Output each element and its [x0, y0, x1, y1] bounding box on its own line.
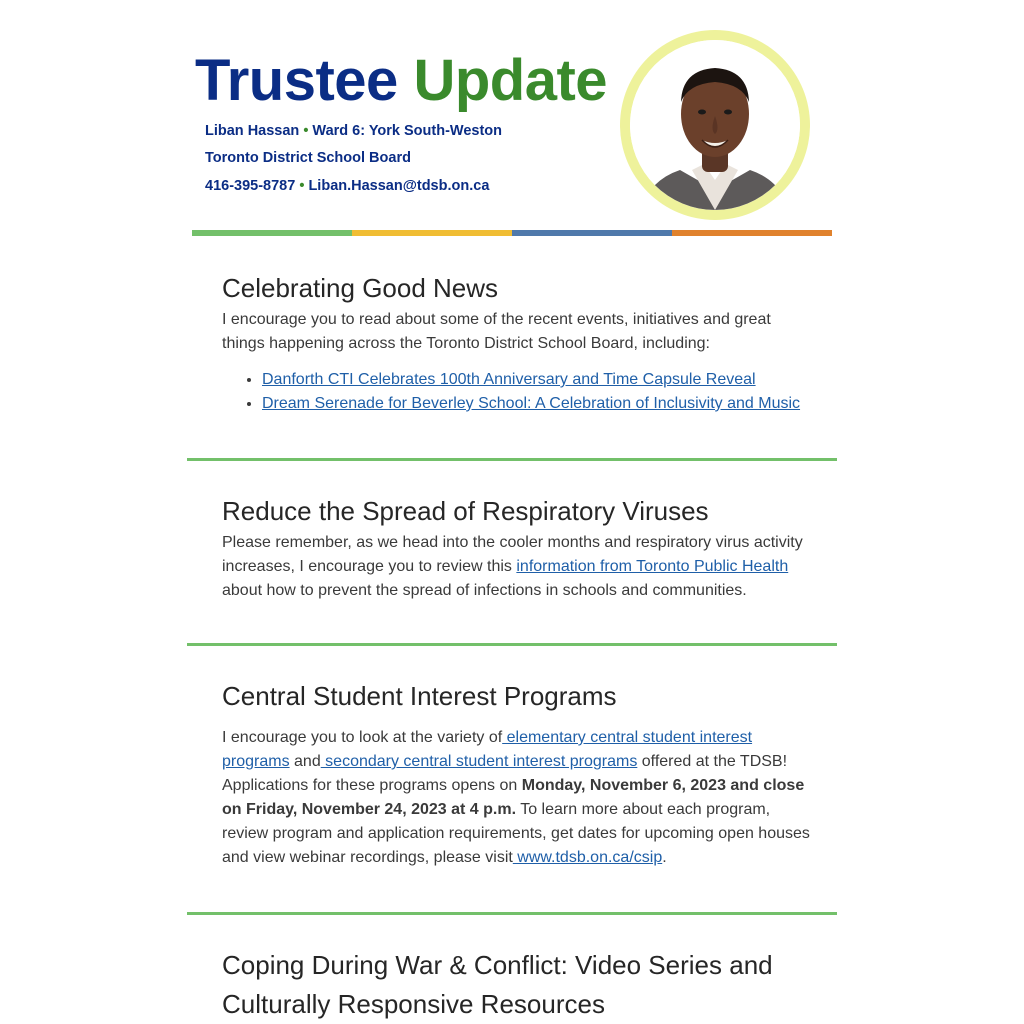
section-respiratory-viruses — [222, 494, 812, 603]
trustee-name-line — [205, 123, 502, 139]
header-color-bar — [192, 230, 832, 236]
section-divider — [187, 458, 837, 461]
news-link-dream-serenade[interactable]: Dream Serenade for Beverley School: A Celebration of Inclusivity and Music — [262, 395, 801, 412]
board-line: Toronto District School Board — [205, 150, 411, 166]
section-heading: Coping During War & Conflict: Video Series and Culturally Responsive Resources — [222, 950, 773, 1019]
phone-number: 416-395-8787 — [205, 178, 296, 194]
body-text: and — [289, 753, 321, 770]
body-text: offered at the TDSB! Applications for these programs opens on — [222, 753, 788, 794]
secondary-programs-link[interactable]: secondary central student interest programs — [320, 753, 638, 770]
toronto-public-health-link[interactable]: information from Toronto Public Health — [516, 558, 789, 575]
color-bar-orange — [672, 230, 832, 236]
section-heading: Central Student Interest Programs — [222, 681, 617, 711]
section-body — [222, 531, 812, 603]
portrait-frame — [620, 30, 810, 220]
section-heading: Celebrating Good News — [222, 273, 499, 303]
section-intro: I encourage you to read about some of the recent events, initiatives and great things happening across the Toronto District School Board, including: — [222, 311, 771, 352]
trustee-portrait — [630, 40, 800, 210]
body-text: I encourage you to look at the variety of — [222, 729, 503, 746]
section-heading: Reduce the Spread of Respiratory Viruses — [222, 496, 709, 526]
news-link-list — [222, 368, 812, 416]
color-bar-green — [192, 230, 352, 236]
section-divider — [187, 643, 837, 646]
separator-dot: • — [303, 123, 309, 139]
csip-link[interactable]: www.tdsb.on.ca/csip — [512, 849, 663, 866]
portrait-illustration — [630, 40, 800, 210]
body-text: . — [662, 849, 667, 866]
list-item — [262, 368, 812, 392]
title-update: Update — [413, 48, 608, 113]
title-trustee: Trustee — [195, 48, 398, 113]
elementary-programs-link[interactable]: elementary central student interest programs — [222, 729, 753, 770]
body-text: To learn more about each program, review program and application requirements, get dates for upcoming open houses and view webinar recordings, please visit — [222, 801, 810, 866]
section-body — [222, 726, 812, 870]
application-dates: Monday, November 6, 2023 and close on Friday, November 24, 2023 at 4 p.m. — [222, 777, 805, 818]
section-good-news — [222, 271, 812, 416]
section-divider — [187, 912, 837, 915]
section-central-programs — [222, 679, 812, 870]
contact-line — [205, 178, 489, 194]
color-bar-yellow — [352, 230, 512, 236]
email-address: Liban.Hassan@tdsb.on.ca — [308, 178, 490, 194]
body-text: about how to prevent the spread of infections in schools and communities. — [222, 582, 747, 599]
section-coping — [222, 946, 802, 1024]
color-bar-blue — [512, 230, 672, 236]
separator-dot: • — [299, 178, 305, 194]
trustee-name: Liban Hassan — [205, 123, 300, 139]
ward-label: Ward 6: York South-Weston — [312, 123, 503, 139]
list-item — [262, 392, 812, 416]
newsletter-title — [195, 48, 607, 114]
news-link-danforth[interactable]: Danforth CTI Celebrates 100th Anniversary and Time Capsule Reveal — [262, 371, 756, 388]
newsletter-header — [192, 30, 832, 240]
body-text: Please remember, as we head into the cooler months and respiratory virus activity increases, I encourage you to review this — [222, 534, 803, 575]
